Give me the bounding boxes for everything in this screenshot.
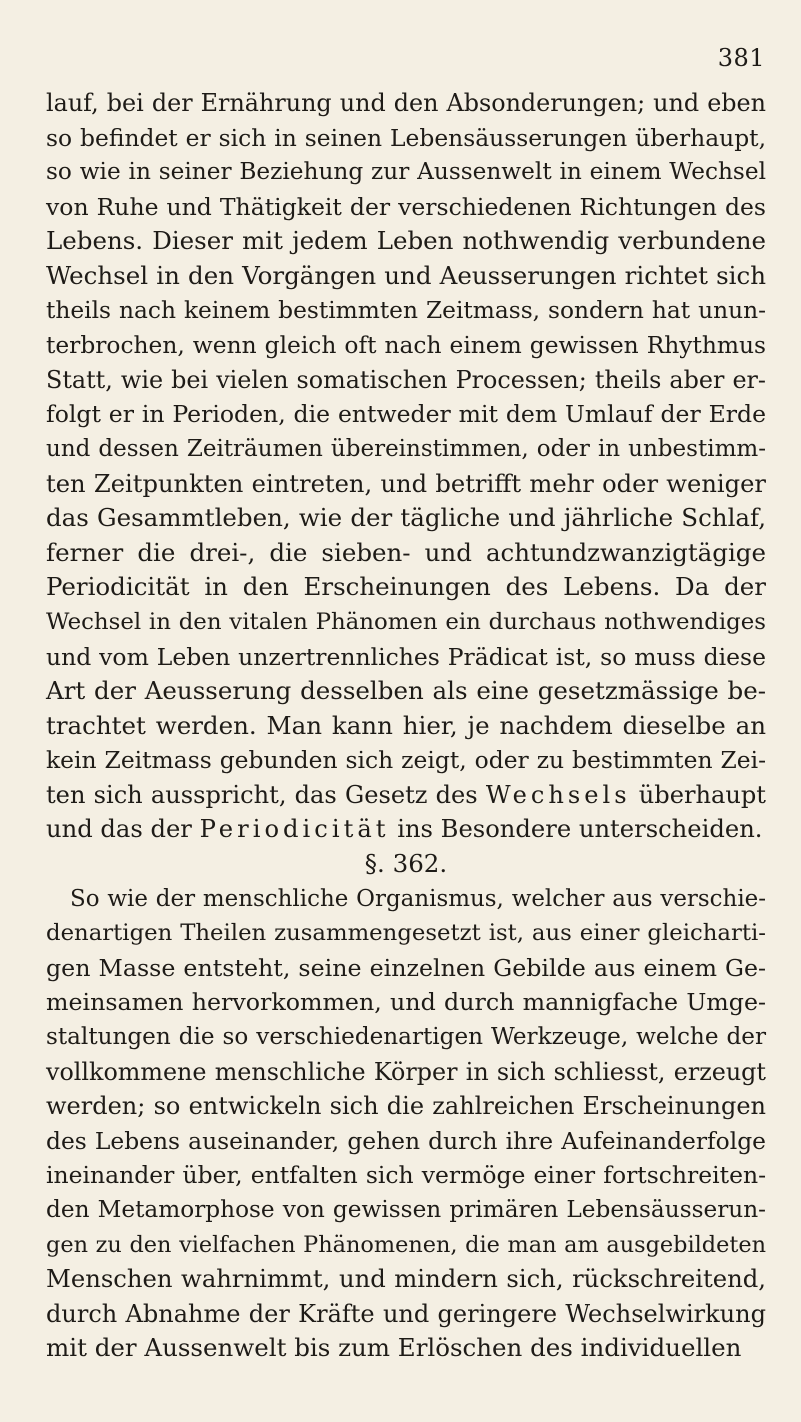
paragraph-2 [46, 882, 766, 1366]
text-line: kein Zeitmass gebunden sich zeigt, oder zu bestimmten Zei- [46, 746, 766, 775]
text-segment: ins Besondere unterscheiden. [389, 815, 763, 844]
text-line: mit der Aussenwelt bis zum Erlöschen des individuellen [46, 1333, 742, 1363]
text-line: Menschen wahrnimmt, und mindern sich, rückschreitend, [46, 1264, 766, 1294]
text-line: trachtet werden. Man kann hier, je nachdem dieselbe an [46, 710, 766, 740]
text-line: durch Abnahme der Kräfte und geringere Wechselwirkung [46, 1299, 766, 1328]
spaced-emphasis: Wechsels [485, 780, 631, 809]
text-line: staltungen die so verschiedenartigen Werkzeuge, welche der [46, 1024, 766, 1051]
text-line: So wie der menschliche Organismus, welcher aus verschie- [70, 885, 766, 912]
paragraph-1 [46, 86, 766, 847]
spaced-emphasis: Periodicität [199, 815, 390, 844]
text-line [46, 778, 766, 813]
text-line [46, 812, 766, 847]
text-segment: ten sich ausspricht, das Gesetz des [46, 780, 486, 809]
text-line: das Gesammtleben, wie der tägliche und jährliche Schlaf, [46, 503, 766, 533]
text-line: Periodicität in den Erscheinungen des Lebens. Da der [46, 572, 766, 602]
text-line: ineinander über, entfalten sich vermöge einer fortschreiten- [46, 1161, 766, 1190]
text-line: meinsamen hervorkommen, und durch mannigfache Umge- [46, 988, 766, 1017]
text-line: Wechsel in den vitalen Phänomen ein durchaus nothwendiges [46, 608, 766, 635]
text-line: Art der Aeusserung desselben als eine gesetzmässige be- [46, 676, 766, 706]
text-line: lauf, bei der Ernährung und den Absonderungen; und eben [46, 89, 766, 117]
text-segment: und das der [46, 815, 200, 844]
text-line: terbrochen, wenn gleich oft nach einem gewissen Rhythmus [46, 331, 766, 360]
text-line: vollkommene menschliche Körper in sich schliesst, erzeugt [46, 1057, 766, 1086]
text-line: und vom Leben unzertrennliches Prädicat ist, so muss diese [46, 642, 766, 671]
text-line: folgt er in Perioden, die entweder mit dem Umlauf der Erde [46, 400, 766, 429]
text-line: ten Zeitpunkten eintreten, und betrifft mehr oder weniger [46, 469, 766, 498]
page-number: 381 [717, 44, 765, 72]
text-line: Statt, wie bei vielen somatischen Processen; theils aber er- [46, 365, 766, 394]
text-line: theils nach keinem bestimmten Zeitmass, sondern hat unun- [46, 296, 766, 324]
text-line: von Ruhe und Thätigkeit der verschiedenen Richtungen des [46, 192, 766, 221]
text-line: gen zu den vielfachen Phänomenen, die man am ausgebildeten [46, 1231, 766, 1258]
text-line: und dessen Zeiträumen übereinstimmen, oder in unbestimm- [46, 435, 766, 462]
text-line: den Metamorphose von gewissen primären Lebensäusserun- [46, 1196, 766, 1223]
text-line: werden; so entwickeln sich die zahlreichen Erscheinungen [46, 1092, 766, 1121]
text-line: so wie in seiner Beziehung zur Aussenwelt in einem Wechsel [46, 158, 766, 186]
text-line: so befindet er sich in seinen Lebensäusserungen überhaupt, [46, 123, 766, 152]
text-line: des Lebens auseinander, gehen durch ihre Aufeinanderfolge [46, 1126, 766, 1155]
body-text [46, 86, 766, 1366]
section-heading: §. 362. [364, 849, 448, 879]
text-line: ferner die drei-, die sieben- und achtundzwanzigtägige [46, 537, 766, 567]
text-line: gen Masse entsteht, seine einzelnen Gebilde aus einem Ge- [46, 953, 766, 982]
text-line: Lebens. Dieser mit jedem Leben nothwendig verbundene [46, 226, 766, 256]
text-line: denartigen Theilen zusammengesetzt ist, aus einer gleicharti- [46, 920, 766, 947]
text-segment: überhaupt [630, 780, 766, 809]
text-line: Wechsel in den Vorgängen und Aeusserungen richtet sich [46, 260, 766, 290]
